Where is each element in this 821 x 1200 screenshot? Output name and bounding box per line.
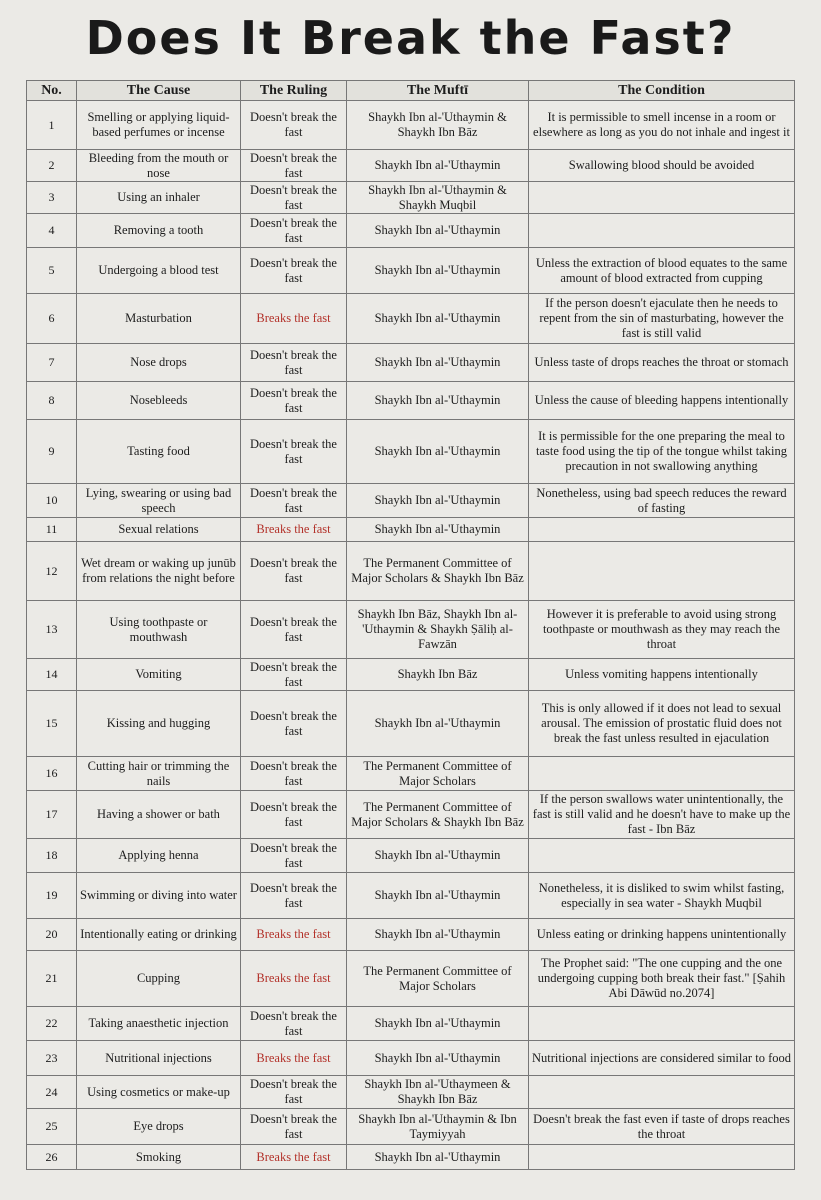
ruling-cell: Doesn't break the fast [241,757,347,791]
row-number: 4 [27,214,77,248]
table-row [27,420,795,484]
mufti-cell: Shaykh Ibn al-'Uthaymeen & Shaykh Ibn Bāz [347,1076,529,1109]
mufti-cell: Shaykh Ibn al-'Uthaymin [347,1007,529,1041]
table-row [27,1076,795,1109]
table-row [27,873,795,919]
ruling-cell: Doesn't break the fast [241,1076,347,1109]
ruling-cell: Doesn't break the fast [241,484,347,518]
row-number: 13 [27,601,77,659]
cause-cell: Having a shower or bath [77,791,241,839]
row-number: 1 [27,101,77,150]
row-number: 18 [27,839,77,873]
table-row [27,1007,795,1041]
cause-cell: Smelling or applying liquid-based perfumes or incense [77,101,241,150]
table-row [27,150,795,182]
table-row [27,344,795,382]
ruling-cell: Doesn't break the fast [241,382,347,420]
condition-cell [529,1145,795,1170]
row-number: 11 [27,518,77,542]
table-row [27,248,795,294]
mufti-cell: Shaykh Ibn Bāz [347,659,529,691]
table-row [27,1041,795,1076]
cause-cell: Sexual relations [77,518,241,542]
table-row [27,839,795,873]
condition-cell: It is permissible for the one preparing the meal to taste food using the tip of the tongue whilst taking precaution in not swallowing anything [529,420,795,484]
condition-cell: Nonetheless, using bad speech reduces the reward of fasting [529,484,795,518]
mufti-cell: Shaykh Ibn al-'Uthaymin [347,919,529,951]
ruling-cell: Doesn't break the fast [241,791,347,839]
table-row [27,214,795,248]
table-row [27,791,795,839]
table-row [27,101,795,150]
condition-cell [529,214,795,248]
ruling-cell: Breaks the fast [241,1041,347,1076]
row-number: 3 [27,182,77,214]
ruling-cell: Doesn't break the fast [241,150,347,182]
cause-cell: Nosebleeds [77,382,241,420]
table-row [27,294,795,344]
table-row [27,542,795,601]
header-row [27,81,795,101]
cause-cell: Cupping [77,951,241,1007]
table-row [27,382,795,420]
row-number: 8 [27,382,77,420]
mufti-cell: Shaykh Ibn al-'Uthaymin [347,1041,529,1076]
cause-cell: Lying, swearing or using bad speech [77,484,241,518]
ruling-cell: Doesn't break the fast [241,601,347,659]
row-number: 6 [27,294,77,344]
row-number: 5 [27,248,77,294]
ruling-cell: Breaks the fast [241,919,347,951]
mufti-cell: Shaykh Ibn al-'Uthaymin & Shaykh Muqbil [347,182,529,214]
condition-cell [529,1007,795,1041]
mufti-cell: Shaykh Ibn al-'Uthaymin [347,691,529,757]
cause-cell: Applying henna [77,839,241,873]
mufti-cell: Shaykh Ibn al-'Uthaymin [347,294,529,344]
condition-cell: Unless eating or drinking happens unintentionally [529,919,795,951]
condition-cell: Unless taste of drops reaches the throat or stomach [529,344,795,382]
ruling-cell: Doesn't break the fast [241,182,347,214]
row-number: 23 [27,1041,77,1076]
row-number: 14 [27,659,77,691]
row-number: 20 [27,919,77,951]
table-row [27,518,795,542]
row-number: 26 [27,1145,77,1170]
ruling-cell: Doesn't break the fast [241,1007,347,1041]
header-condition: The Condition [529,81,795,101]
ruling-cell: Breaks the fast [241,951,347,1007]
condition-cell [529,1076,795,1109]
cause-cell: Tasting food [77,420,241,484]
table-body [27,101,795,1170]
condition-cell: Unless vomiting happens intentionally [529,659,795,691]
condition-cell: Nonetheless, it is disliked to swim whilst fasting, especially in sea water - Shaykh Muqbil [529,873,795,919]
mufti-cell: Shaykh Ibn al-'Uthaymin [347,518,529,542]
header-mufti: The Muftī [347,81,529,101]
cause-cell: Using toothpaste or mouthwash [77,601,241,659]
mufti-cell: The Permanent Committee of Major Scholars & Shaykh Ibn Bāz [347,542,529,601]
row-number: 16 [27,757,77,791]
cause-cell: Taking anaesthetic injection [77,1007,241,1041]
mufti-cell: The Permanent Committee of Major Scholars & Shaykh Ibn Bāz [347,791,529,839]
fast-rulings-table [26,80,795,1170]
cause-cell: Bleeding from the mouth or nose [77,150,241,182]
table-row [27,182,795,214]
header-no: No. [27,81,77,101]
condition-cell: Nutritional injections are considered similar to food [529,1041,795,1076]
mufti-cell: Shaykh Ibn al-'Uthaymin [347,248,529,294]
ruling-cell: Doesn't break the fast [241,101,347,150]
row-number: 22 [27,1007,77,1041]
cause-cell: Nutritional injections [77,1041,241,1076]
condition-cell [529,757,795,791]
cause-cell: Intentionally eating or drinking [77,919,241,951]
condition-cell: The Prophet said: "The one cupping and the one undergoing cupping both break their fast." [Ṣahih Abi Dāwūd no.2074] [529,951,795,1007]
table-row [27,757,795,791]
condition-cell: However it is preferable to avoid using strong toothpaste or mouthwash as they may reach the throat [529,601,795,659]
condition-cell: This is only allowed if it does not lead to sexual arousal. The emission of prostatic fluid does not break the fast unless resulted in ejaculation [529,691,795,757]
condition-cell: If the person swallows water unintentionally, the fast is still valid and he doesn't have to make up the fast - Ibn Bāz [529,791,795,839]
row-number: 2 [27,150,77,182]
row-number: 9 [27,420,77,484]
cause-cell: Nose drops [77,344,241,382]
mufti-cell: Shaykh Ibn al-'Uthaymin [347,420,529,484]
mufti-cell: Shaykh Ibn al-'Uthaymin & Ibn Taymiyyah [347,1109,529,1145]
ruling-cell: Breaks the fast [241,518,347,542]
ruling-cell: Doesn't break the fast [241,420,347,484]
cause-cell: Smoking [77,1145,241,1170]
cause-cell: Cutting hair or trimming the nails [77,757,241,791]
mufti-cell: Shaykh Ibn al-'Uthaymin [347,1145,529,1170]
table-row [27,1109,795,1145]
cause-cell: Undergoing a blood test [77,248,241,294]
cause-cell: Kissing and hugging [77,691,241,757]
row-number: 10 [27,484,77,518]
ruling-cell: Doesn't break the fast [241,691,347,757]
table-row [27,484,795,518]
row-number: 21 [27,951,77,1007]
mufti-cell: Shaykh Ibn al-'Uthaymin [347,382,529,420]
ruling-cell: Breaks the fast [241,1145,347,1170]
condition-cell: Swallowing blood should be avoided [529,150,795,182]
mufti-cell: The Permanent Committee of Major Scholars [347,951,529,1007]
condition-cell: It is permissible to smell incense in a room or elsewhere as long as you do not inhale and ingest it [529,101,795,150]
condition-cell: Doesn't break the fast even if taste of drops reaches the throat [529,1109,795,1145]
header-ruling: The Ruling [241,81,347,101]
cause-cell: Swimming or diving into water [77,873,241,919]
mufti-cell: Shaykh Ibn al-'Uthaymin [347,150,529,182]
condition-cell: Unless the extraction of blood equates to the same amount of blood extracted from cupping [529,248,795,294]
table-row [27,659,795,691]
ruling-cell: Doesn't break the fast [241,1109,347,1145]
row-number: 17 [27,791,77,839]
row-number: 25 [27,1109,77,1145]
ruling-cell: Doesn't break the fast [241,839,347,873]
row-number: 19 [27,873,77,919]
cause-cell: Using cosmetics or make-up [77,1076,241,1109]
mufti-cell: Shaykh Ibn al-'Uthaymin [347,873,529,919]
cause-cell: Vomiting [77,659,241,691]
mufti-cell: Shaykh Ibn al-'Uthaymin [347,214,529,248]
condition-cell [529,518,795,542]
table-row [27,691,795,757]
ruling-cell: Breaks the fast [241,294,347,344]
table-row [27,601,795,659]
condition-cell [529,542,795,601]
mufti-cell: Shaykh Ibn al-'Uthaymin & Shaykh Ibn Bāz [347,101,529,150]
cause-cell: Wet dream or waking up junūb from relations the night before [77,542,241,601]
mufti-cell: Shaykh Ibn al-'Uthaymin [347,484,529,518]
ruling-cell: Doesn't break the fast [241,214,347,248]
table-row [27,1145,795,1170]
mufti-cell: Shaykh Ibn Bāz, Shaykh Ibn al-'Uthaymin & Shaykh Ṣāliḥ al-Fawzān [347,601,529,659]
mufti-cell: The Permanent Committee of Major Scholars [347,757,529,791]
ruling-cell: Doesn't break the fast [241,873,347,919]
cause-cell: Removing a tooth [77,214,241,248]
condition-cell: Unless the cause of bleeding happens intentionally [529,382,795,420]
condition-cell [529,182,795,214]
table-row [27,951,795,1007]
row-number: 15 [27,691,77,757]
row-number: 24 [27,1076,77,1109]
header-cause: The Cause [77,81,241,101]
table-row [27,919,795,951]
ruling-cell: Doesn't break the fast [241,248,347,294]
condition-cell: If the person doesn't ejaculate then he needs to repent from the sin of masturbating, however the fast is still valid [529,294,795,344]
row-number: 7 [27,344,77,382]
ruling-cell: Doesn't break the fast [241,659,347,691]
table-header [27,81,795,101]
ruling-cell: Doesn't break the fast [241,542,347,601]
mufti-cell: Shaykh Ibn al-'Uthaymin [347,344,529,382]
ruling-cell: Doesn't break the fast [241,344,347,382]
condition-cell [529,839,795,873]
page-title: Does It Break the Fast? [85,11,736,65]
mufti-cell: Shaykh Ibn al-'Uthaymin [347,839,529,873]
cause-cell: Eye drops [77,1109,241,1145]
cause-cell: Masturbation [77,294,241,344]
cause-cell: Using an inhaler [77,182,241,214]
row-number: 12 [27,542,77,601]
